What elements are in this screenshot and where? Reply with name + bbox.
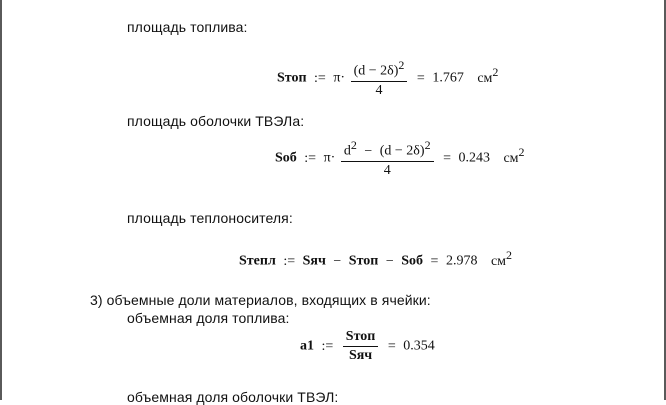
exponent: 2 [350, 138, 357, 152]
fuel-fraction-value: 0.354 [403, 338, 435, 354]
assign-operator: := [314, 70, 326, 86]
fuel-fraction-numerator: Sтоп [345, 329, 376, 344]
clad-area-unit: см [503, 150, 519, 166]
fuel-area-unit: см [477, 70, 493, 86]
clad-area-value: 0.243 [458, 150, 490, 166]
fuel-fraction-lhs: a1 [300, 338, 314, 354]
unit-exponent: 2 [492, 64, 499, 79]
pi-symbol: π· [323, 150, 336, 166]
equals-sign: = [416, 70, 425, 86]
clad-num-paren: (d − 2δ) [379, 143, 425, 159]
minus-sign: − [333, 253, 342, 269]
fuel-area-label: площадь топлива: [127, 19, 248, 35]
fuel-fraction-label: объемная доля топлива: [127, 310, 290, 326]
clad-area-label: площадь оболочки ТВЭЛа: [127, 113, 305, 129]
unit-exponent: 2 [518, 144, 525, 159]
pi-symbol: π· [333, 70, 346, 86]
fuel-area-lhs: Sтоп [277, 70, 307, 86]
clad-num-d: d [343, 143, 351, 159]
equals-sign: = [387, 338, 396, 354]
coolant-area-value: 2.978 [445, 253, 478, 269]
assign-operator: := [304, 150, 317, 166]
fuel-area-numerator: (d − 2δ) [353, 63, 399, 79]
minus-sign: − [385, 253, 394, 269]
clad-area-formula [275, 138, 525, 179]
left-border [0, 0, 2, 400]
coolant-area-formula [239, 248, 512, 270]
fuel-fraction-formula [300, 329, 435, 364]
exponent: 2 [398, 58, 405, 72]
fuel-area-term: Sтоп [348, 253, 379, 269]
coolant-area-label: площадь теплоносителя: [127, 210, 293, 226]
exponent: 2 [424, 138, 431, 152]
fuel-fraction-denominator: Sяч [343, 346, 379, 364]
coolant-area-lhs: Sтепл [239, 253, 276, 269]
fuel-area-value: 1.767 [432, 70, 464, 86]
unit-exponent: 2 [506, 248, 513, 262]
volume-fractions-heading: 3) объемные доли материалов, входящих в ячейки: [90, 292, 431, 308]
assign-operator: := [321, 338, 334, 354]
clad-area-denominator: 4 [341, 161, 434, 179]
cell-area-term: Sяч [302, 253, 326, 269]
fuel-area-denominator: 4 [351, 81, 408, 99]
equals-sign: = [443, 150, 451, 166]
assign-operator: := [283, 253, 296, 269]
clad-area-term: Sоб [401, 253, 424, 269]
clad-area-lhs: Sоб [275, 150, 297, 166]
fuel-area-fraction [351, 58, 408, 99]
clad-area-fraction [341, 138, 434, 179]
minus-sign: − [364, 143, 373, 159]
equals-sign: = [430, 253, 439, 269]
coolant-area-unit: см [490, 253, 507, 269]
clad-fraction-label: объемная доля оболочки ТВЭЛ: [127, 389, 339, 405]
fuel-fraction-fraction [343, 329, 379, 364]
fuel-area-formula [277, 58, 498, 99]
